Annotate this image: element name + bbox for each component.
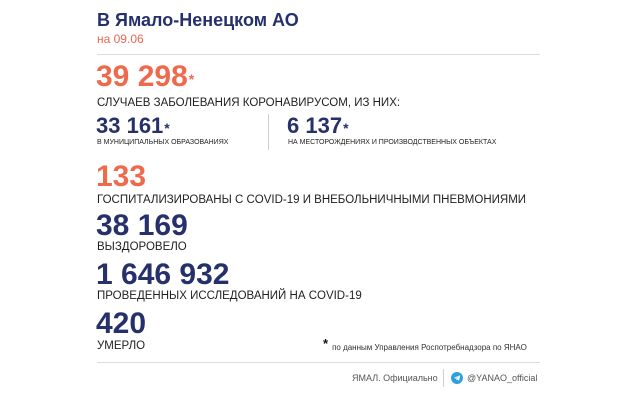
footer-divider: [97, 362, 540, 363]
asterisk-mark: *: [164, 120, 170, 136]
footer-separator: [443, 369, 444, 387]
telegram-plane-glyph: [453, 374, 461, 382]
hospitalized-label: ГОСПИТАЛИЗИРОВАНЫ С COVID-19 И ВНЕБОЛЬНИЧНЫМИ ПНЕВМОНИЯМИ: [97, 194, 527, 206]
footnote-asterisk: *: [323, 336, 329, 351]
tests-label: ПРОВЕДЕННЫХ ИССЛЕДОВАНИЙ НА COVID-19: [97, 290, 362, 302]
deaths-label: УМЕРЛО: [97, 340, 146, 352]
fields-cases-value: [287, 113, 349, 139]
fields-cases-number: 6 137: [287, 113, 343, 138]
municipal-cases-label: В МУНИЦИПАЛЬНЫХ ОБРАЗОВАНИЯХ: [97, 139, 229, 146]
recovered-value: 38 169: [96, 209, 188, 242]
footnote: [323, 336, 527, 352]
column-separator: [268, 114, 269, 150]
telegram-icon[interactable]: [451, 372, 463, 384]
municipal-cases-number: 33 161: [96, 113, 164, 138]
tests-value: 1 646 932: [96, 258, 230, 291]
recovered-label: ВЫЗДОРОВЕЛО: [97, 241, 187, 253]
total-cases-number: 39 298: [96, 60, 188, 93]
report-date: на 09.06: [97, 32, 144, 46]
deaths-value: 420: [96, 307, 147, 340]
footer-brand: ЯМАЛ. Официально: [352, 373, 438, 383]
municipal-cases-value: [96, 113, 170, 139]
total-cases-label: СЛУЧАЕВ ЗАБОЛЕВАНИЯ КОРОНАВИРУСОМ, ИЗ НИХ:: [97, 97, 401, 109]
total-cases-value: [96, 60, 194, 94]
asterisk-mark: *: [188, 71, 195, 87]
page-title: В Ямало-Ненецком АО: [97, 10, 299, 30]
telegram-handle-link[interactable]: @YANAO_official: [467, 373, 538, 383]
hospitalized-value: 133: [96, 160, 147, 193]
header-divider: [97, 54, 540, 55]
footnote-text: по данным Управления Роспотребнадзора по ЯНАО: [332, 343, 527, 352]
asterisk-mark: *: [343, 120, 349, 136]
fields-cases-label: НА МЕСТОРОЖДЕНИЯХ И ПРОИЗВОДСТВЕННЫХ ОБЪЕКТАХ: [288, 139, 497, 146]
